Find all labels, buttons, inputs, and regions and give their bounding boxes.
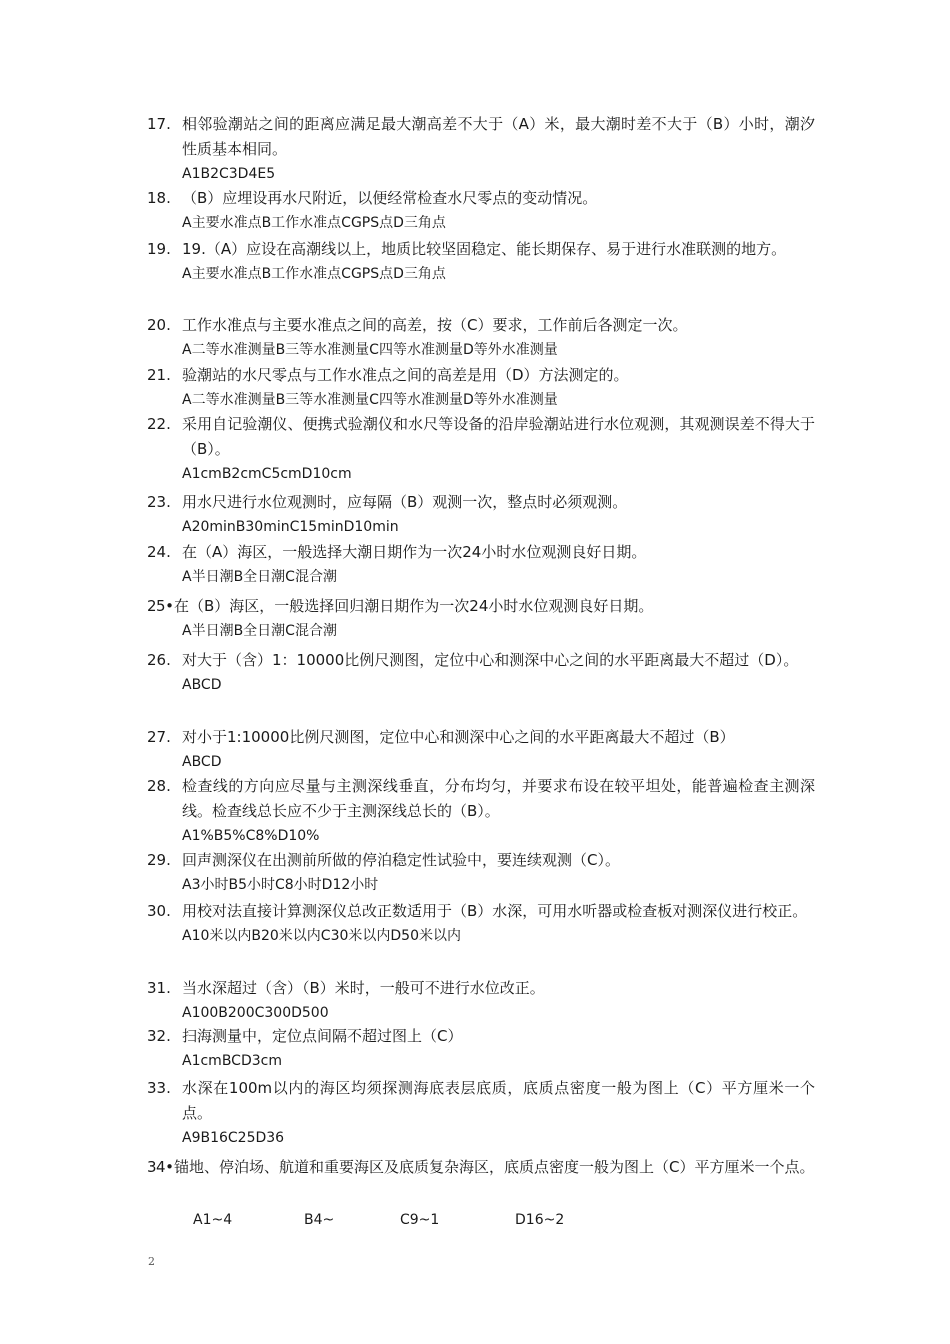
question-text: 锚地、停泊场、航道和重要海区及底质复杂海区，底质点密度一般为图上（C）平方厘米一个点。 — [174, 1158, 815, 1176]
question-20 — [147, 313, 815, 361]
option-a: A1~4 — [193, 1212, 233, 1224]
answer-options: A二等水准测量B三等水准测量C四等水准测量D等外水准测量 — [182, 392, 558, 408]
answer-options: A二等水准测量B三等水准测量C四等水准测量D等外水准测量 — [182, 342, 558, 358]
question-31 — [147, 976, 815, 1024]
answer-options: A1B2C3D4E5 — [182, 166, 276, 182]
question-30 — [147, 899, 815, 947]
question-number: 32. — [147, 1027, 171, 1045]
option-b: B4~ — [304, 1212, 335, 1224]
answer-options: A主要水准点B工作水准点CGPS点D三角点 — [182, 215, 446, 231]
question-number: 18. — [147, 189, 171, 207]
question-number: 27. — [147, 728, 171, 746]
question-32 — [147, 1024, 815, 1072]
question-number: 30. — [147, 902, 171, 920]
question-text: 回声测深仪在出测前所做的停泊稳定性试验中，要连续观测（C）。 — [182, 851, 620, 869]
question-17 — [147, 112, 815, 185]
option-d: D16~2 — [515, 1212, 565, 1224]
answer-options: A主要水准点B工作水准点CGPS点D三角点 — [182, 266, 446, 282]
question-26 — [147, 648, 815, 696]
question-text: 用水尺进行水位观测时，应每隔（B）观测一次，整点时必须观测。 — [182, 493, 628, 511]
question-number: 23. — [147, 493, 171, 511]
question-22 — [147, 412, 815, 485]
question-number: 33. — [147, 1079, 171, 1097]
question-text: 在（A）海区，一般选择大潮日期作为一次24小时水位观测良好日期。 — [182, 543, 647, 561]
question-text: （B）应埋设再水尺附近，以便经常检查水尺零点的变动情况。 — [182, 189, 598, 207]
question-34-options — [0, 1210, 950, 1224]
question-text: 水深在100m以内的海区均须探测海底表层底质，底质点密度一般为图上（C）平方厘米一个点。 — [182, 1079, 815, 1122]
question-number: 22. — [147, 415, 171, 433]
question-text: 在（B）海区，一般选择回归潮日期作为一次24小时水位观测良好日期。 — [174, 597, 654, 615]
question-number: 24. — [147, 543, 171, 561]
question-text: 用校对法直接计算测深仪总改正数适用于（B）水深，可用水听器或检查板对测深仪进行校正。 — [182, 902, 808, 920]
question-number: 26. — [147, 651, 171, 669]
question-28 — [147, 774, 815, 847]
answer-options: A1%B5%C8%D10% — [182, 828, 320, 844]
question-19 — [147, 237, 815, 285]
question-text: 验潮站的水尺零点与工作水准点之间的高差是用（D）方法测定的。 — [182, 366, 629, 384]
question-29 — [147, 848, 815, 896]
question-number: 34• — [147, 1158, 174, 1176]
option-c: C9~1 — [400, 1212, 440, 1224]
answer-options: A100B200C300D500 — [182, 1005, 329, 1021]
answer-options: A9B16C25D36 — [182, 1130, 285, 1146]
question-27 — [147, 725, 815, 773]
answer-options: A3小时B5小时C8小时D12小时 — [182, 877, 379, 893]
question-text: 检查线的方向应尽量与主测深线垂直，分布均匀，并要求布设在较平坦处，能普遍检查主测深线。检查线总长应不少于主测深线总长的（B）。 — [182, 777, 815, 820]
question-text: 19.（A）应设在高潮线以上，地质比较坚固稳定、能长期保存、易于进行水准联测的地方。 — [182, 240, 787, 258]
question-24 — [147, 540, 815, 588]
page-number: 2 — [148, 1255, 155, 1268]
question-text: 相邻验潮站之间的距离应满足最大潮高差不大于（A）米，最大潮时差不大于（B）小时，潮汐性质基本相同。 — [182, 115, 815, 158]
question-21 — [147, 363, 815, 411]
question-number: 29. — [147, 851, 171, 869]
question-number: 17. — [147, 115, 171, 133]
question-25 — [147, 594, 815, 642]
answer-options: A10米以内B20米以内C30米以内D50米以内 — [182, 928, 461, 944]
answer-options: ABCD — [182, 677, 222, 693]
question-number: 31. — [147, 979, 171, 997]
question-number: 28. — [147, 777, 171, 795]
answer-options: A20minB30minC15minD10min — [182, 519, 399, 535]
answer-options: A半日潮B全日潮C混合潮 — [182, 623, 337, 639]
question-text: 工作水准点与主要水准点之间的高差，按（C）要求，工作前后各测定一次。 — [182, 316, 688, 334]
question-33 — [147, 1076, 815, 1149]
question-18 — [147, 186, 815, 234]
question-text: 采用自记验潮仪、便携式验潮仪和水尺等设备的沿岸验潮站进行水位观测，其观测误差不得大于（B）。 — [182, 415, 815, 458]
answer-options: A半日潮B全日潮C混合潮 — [182, 569, 337, 585]
answer-options: A1cmB2cmC5cmD10cm — [182, 466, 352, 482]
question-23 — [147, 490, 815, 538]
question-text: 扫海测量中，定位点间隔不超过图上（C） — [182, 1027, 463, 1045]
answer-options: A1cmBCD3cm — [182, 1053, 282, 1069]
answer-options: ABCD — [182, 754, 222, 770]
question-34 — [147, 1155, 815, 1180]
question-text: 当水深超过（含）（B）米时，一般可不进行水位改正。 — [182, 979, 545, 997]
question-number: 19. — [147, 240, 171, 258]
question-number: 20. — [147, 316, 171, 334]
question-number: 25• — [147, 597, 174, 615]
question-text: 对小于1:10000比例尺测图，定位中心和测深中心之间的水平距离最大不超过（B） — [182, 728, 735, 746]
question-text: 对大于（含）1：10000比例尺测图，定位中心和测深中心之间的水平距离最大不超过（D）。 — [182, 651, 799, 669]
question-number: 21. — [147, 366, 171, 384]
